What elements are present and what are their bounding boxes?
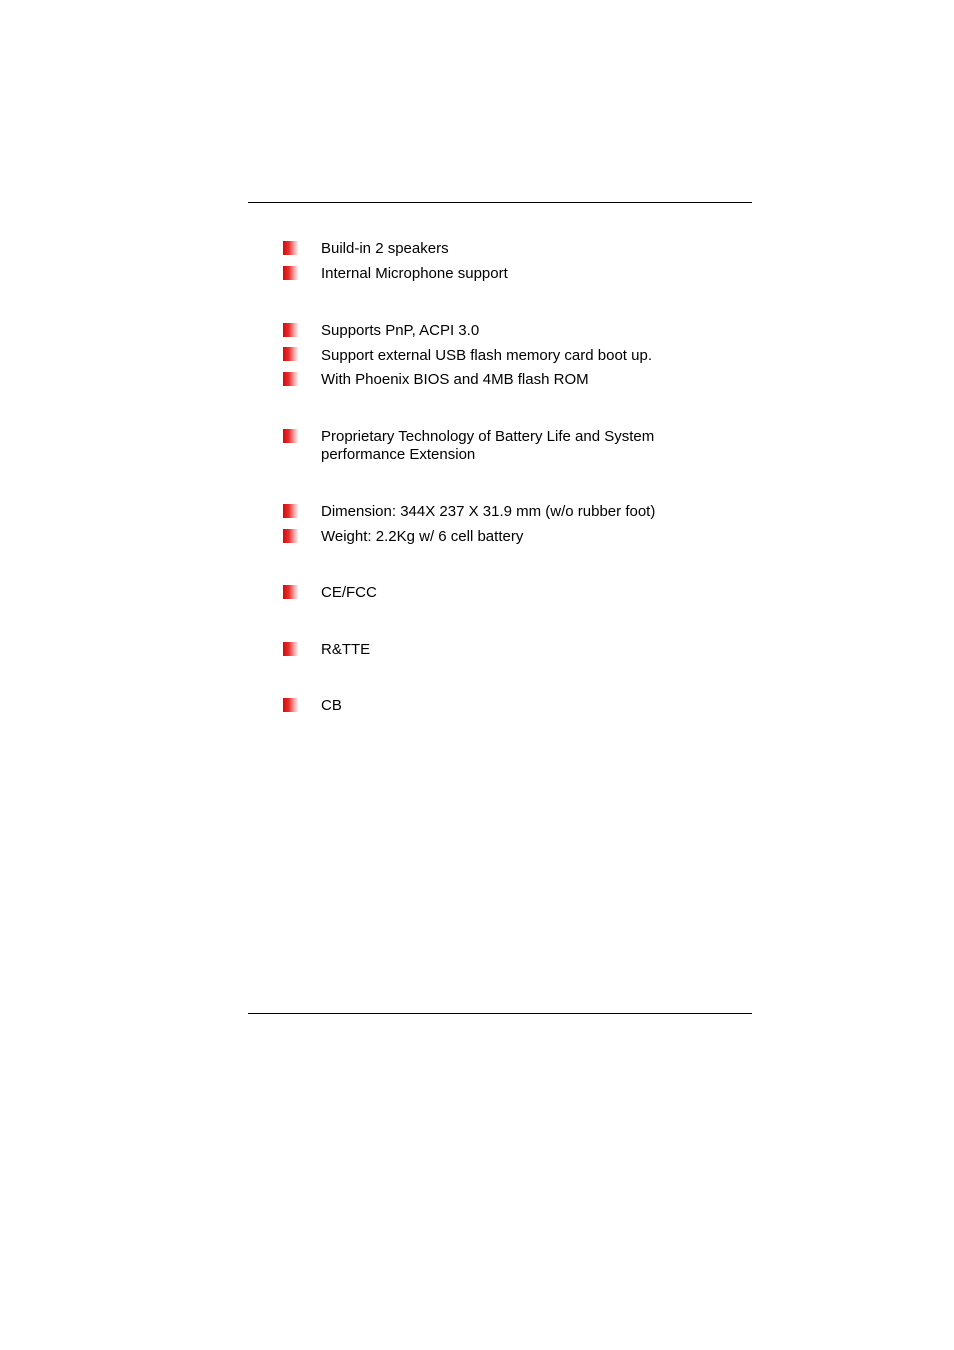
spec-item-microphone: Internal Microphone support <box>321 265 508 282</box>
bullet-icon <box>283 585 298 599</box>
spec-item-usb-boot: Support external USB flash memory card boot up. <box>321 347 652 364</box>
spec-item-cb: CB <box>321 697 342 714</box>
spec-item-bios-rom: With Phoenix BIOS and 4MB flash ROM <box>321 371 589 388</box>
bullet-icon <box>283 642 298 656</box>
bullet-icon <box>283 347 298 361</box>
spec-item-rtte: R&TTE <box>321 641 371 658</box>
spec-item-dimension: Dimension: 344X 237 X 31.9 mm (w/o rubber foot) <box>321 503 656 520</box>
bottom-rule <box>248 1013 752 1014</box>
bullet-icon <box>283 266 298 280</box>
bullet-icon <box>283 323 298 337</box>
bullet-icon <box>283 504 298 518</box>
spec-item-battery-tech-line1: Proprietary Technology of Battery Life and System <box>321 428 655 445</box>
top-rule <box>248 202 752 203</box>
bullet-icon <box>283 429 298 443</box>
bullet-icon <box>283 529 298 543</box>
spec-item-battery-tech <box>321 428 741 464</box>
spec-item-weight: Weight: 2.2Kg w/ 6 cell battery <box>321 528 524 545</box>
spec-item-battery-tech-line2: performance Extension <box>321 446 476 463</box>
spec-item-speakers: Build-in 2 speakers <box>321 240 449 257</box>
bullet-icon <box>283 698 298 712</box>
bullet-icon <box>283 241 298 255</box>
spec-item-ce-fcc: CE/FCC <box>321 584 377 601</box>
spec-item-pnp-acpi: Supports PnP, ACPI 3.0 <box>321 322 480 339</box>
bullet-icon <box>283 372 298 386</box>
